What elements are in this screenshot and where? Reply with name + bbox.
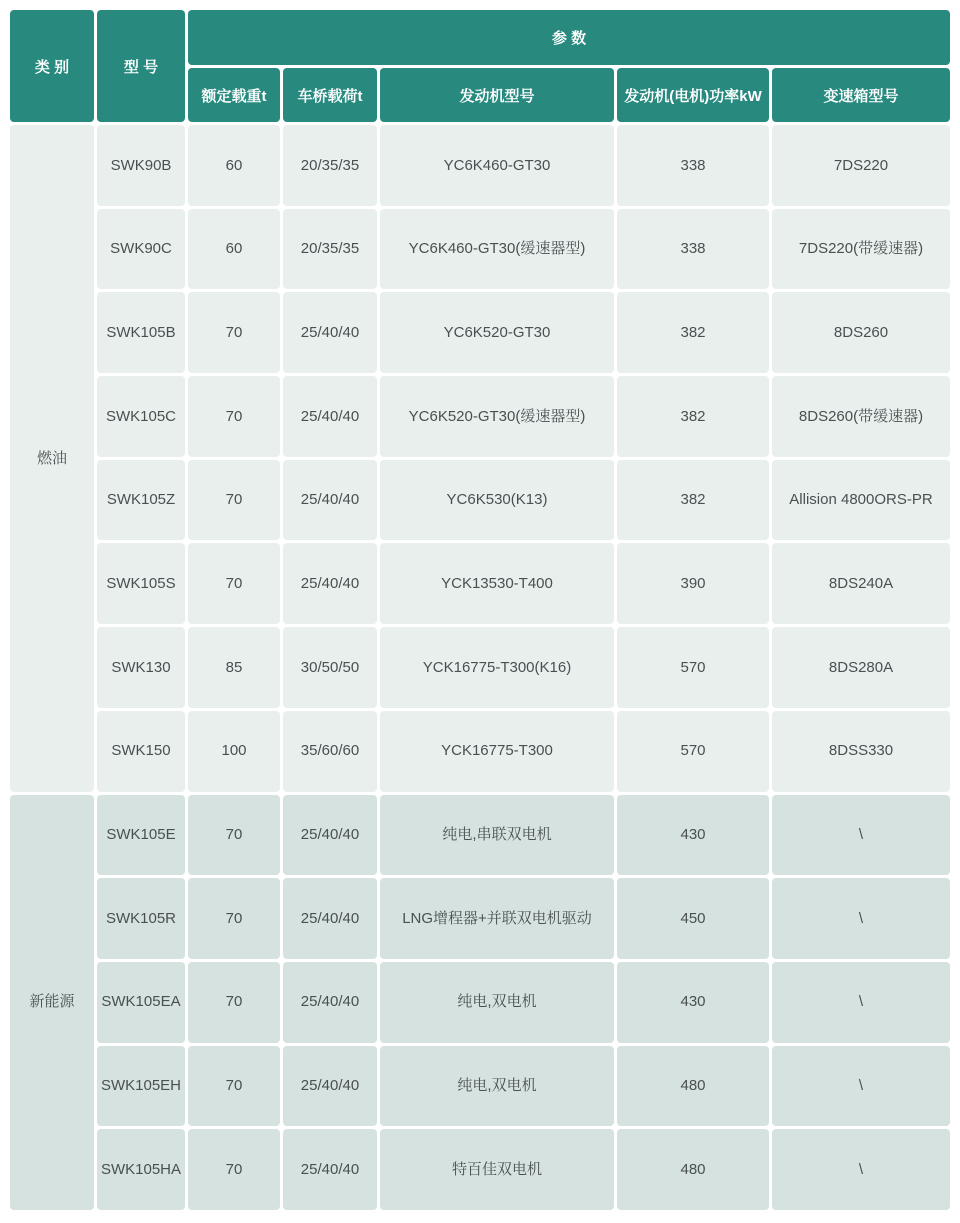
engine-model-cell: YC6K460-GT30(缓速器型) xyxy=(380,209,614,290)
engine-power-cell: 390 xyxy=(617,543,769,624)
rated-load-cell: 60 xyxy=(188,125,280,206)
axle-load-cell: 25/40/40 xyxy=(283,795,377,876)
model-cell: SWK105EH xyxy=(97,1046,185,1127)
engine-power-cell: 382 xyxy=(617,376,769,457)
engine-model-cell: 特百佳双电机 xyxy=(380,1129,614,1210)
engine-power-cell: 430 xyxy=(617,795,769,876)
header-category: 类 别 xyxy=(10,10,94,122)
category-cell-fuel: 燃油 xyxy=(10,125,94,792)
engine-model-cell: LNG增程器+并联双电机驱动 xyxy=(380,878,614,959)
transmission-cell: Allision 4800ORS-PR xyxy=(772,460,950,541)
transmission-cell: 7DS220 xyxy=(772,125,950,206)
rated-load-cell: 70 xyxy=(188,376,280,457)
rated-load-cell: 70 xyxy=(188,878,280,959)
axle-load-cell: 25/40/40 xyxy=(283,460,377,541)
rated-load-cell: 70 xyxy=(188,292,280,373)
engine-model-cell: YC6K460-GT30 xyxy=(380,125,614,206)
rated-load-cell: 70 xyxy=(188,962,280,1043)
transmission-cell: 8DS260(带缓速器) xyxy=(772,376,950,457)
axle-load-cell: 25/40/40 xyxy=(283,878,377,959)
engine-model-cell: 纯电,双电机 xyxy=(380,1046,614,1127)
transmission-cell: \ xyxy=(772,795,950,876)
axle-load-cell: 20/35/35 xyxy=(283,209,377,290)
rated-load-cell: 70 xyxy=(188,543,280,624)
rated-load-cell: 100 xyxy=(188,711,280,792)
transmission-cell: 8DS280A xyxy=(772,627,950,708)
engine-power-cell: 430 xyxy=(617,962,769,1043)
model-cell: SWK105C xyxy=(97,376,185,457)
axle-load-cell: 30/50/50 xyxy=(283,627,377,708)
axle-load-cell: 25/40/40 xyxy=(283,376,377,457)
rated-load-cell: 70 xyxy=(188,795,280,876)
transmission-cell: 8DS240A xyxy=(772,543,950,624)
engine-model-cell: YCK13530-T400 xyxy=(380,543,614,624)
header-axle-load: 车桥载荷t xyxy=(283,68,377,122)
header-transmission-model: 变速箱型号 xyxy=(772,68,950,122)
engine-power-cell: 382 xyxy=(617,460,769,541)
model-cell: SWK105R xyxy=(97,878,185,959)
header-engine-power: 发动机(电机)功率kW xyxy=(617,68,769,122)
axle-load-cell: 25/40/40 xyxy=(283,1046,377,1127)
rated-load-cell: 70 xyxy=(188,460,280,541)
model-cell: SWK105B xyxy=(97,292,185,373)
engine-model-cell: YCK16775-T300 xyxy=(380,711,614,792)
spec-table xyxy=(10,10,950,1210)
engine-model-cell: YCK16775-T300(K16) xyxy=(380,627,614,708)
model-cell: SWK90B xyxy=(97,125,185,206)
engine-power-cell: 570 xyxy=(617,627,769,708)
rated-load-cell: 85 xyxy=(188,627,280,708)
engine-model-cell: 纯电,双电机 xyxy=(380,962,614,1043)
engine-power-cell: 338 xyxy=(617,209,769,290)
axle-load-cell: 25/40/40 xyxy=(283,1129,377,1210)
engine-model-cell: YC6K530(K13) xyxy=(380,460,614,541)
engine-power-cell: 382 xyxy=(617,292,769,373)
rated-load-cell: 60 xyxy=(188,209,280,290)
transmission-cell: \ xyxy=(772,1046,950,1127)
axle-load-cell: 25/40/40 xyxy=(283,292,377,373)
rated-load-cell: 70 xyxy=(188,1046,280,1127)
transmission-cell: \ xyxy=(772,878,950,959)
model-cell: SWK105EA xyxy=(97,962,185,1043)
axle-load-cell: 25/40/40 xyxy=(283,543,377,624)
engine-power-cell: 570 xyxy=(617,711,769,792)
axle-load-cell: 20/35/35 xyxy=(283,125,377,206)
transmission-cell: \ xyxy=(772,962,950,1043)
transmission-cell: \ xyxy=(772,1129,950,1210)
model-cell: SWK150 xyxy=(97,711,185,792)
model-cell: SWK105S xyxy=(97,543,185,624)
header-engine-model: 发动机型号 xyxy=(380,68,614,122)
engine-model-cell: 纯电,串联双电机 xyxy=(380,795,614,876)
rated-load-cell: 70 xyxy=(188,1129,280,1210)
model-cell: SWK90C xyxy=(97,209,185,290)
header-params-group: 参 数 xyxy=(188,10,950,65)
engine-power-cell: 480 xyxy=(617,1129,769,1210)
engine-power-cell: 338 xyxy=(617,125,769,206)
header-rated-load: 额定载重t xyxy=(188,68,280,122)
model-cell: SWK105HA xyxy=(97,1129,185,1210)
engine-power-cell: 450 xyxy=(617,878,769,959)
transmission-cell: 8DS260 xyxy=(772,292,950,373)
transmission-cell: 7DS220(带缓速器) xyxy=(772,209,950,290)
axle-load-cell: 35/60/60 xyxy=(283,711,377,792)
engine-model-cell: YC6K520-GT30 xyxy=(380,292,614,373)
category-cell-new-energy: 新能源 xyxy=(10,795,94,1210)
engine-model-cell: YC6K520-GT30(缓速器型) xyxy=(380,376,614,457)
model-cell: SWK105Z xyxy=(97,460,185,541)
axle-load-cell: 25/40/40 xyxy=(283,962,377,1043)
model-cell: SWK105E xyxy=(97,795,185,876)
transmission-cell: 8DSS330 xyxy=(772,711,950,792)
header-model: 型 号 xyxy=(97,10,185,122)
engine-power-cell: 480 xyxy=(617,1046,769,1127)
model-cell: SWK130 xyxy=(97,627,185,708)
